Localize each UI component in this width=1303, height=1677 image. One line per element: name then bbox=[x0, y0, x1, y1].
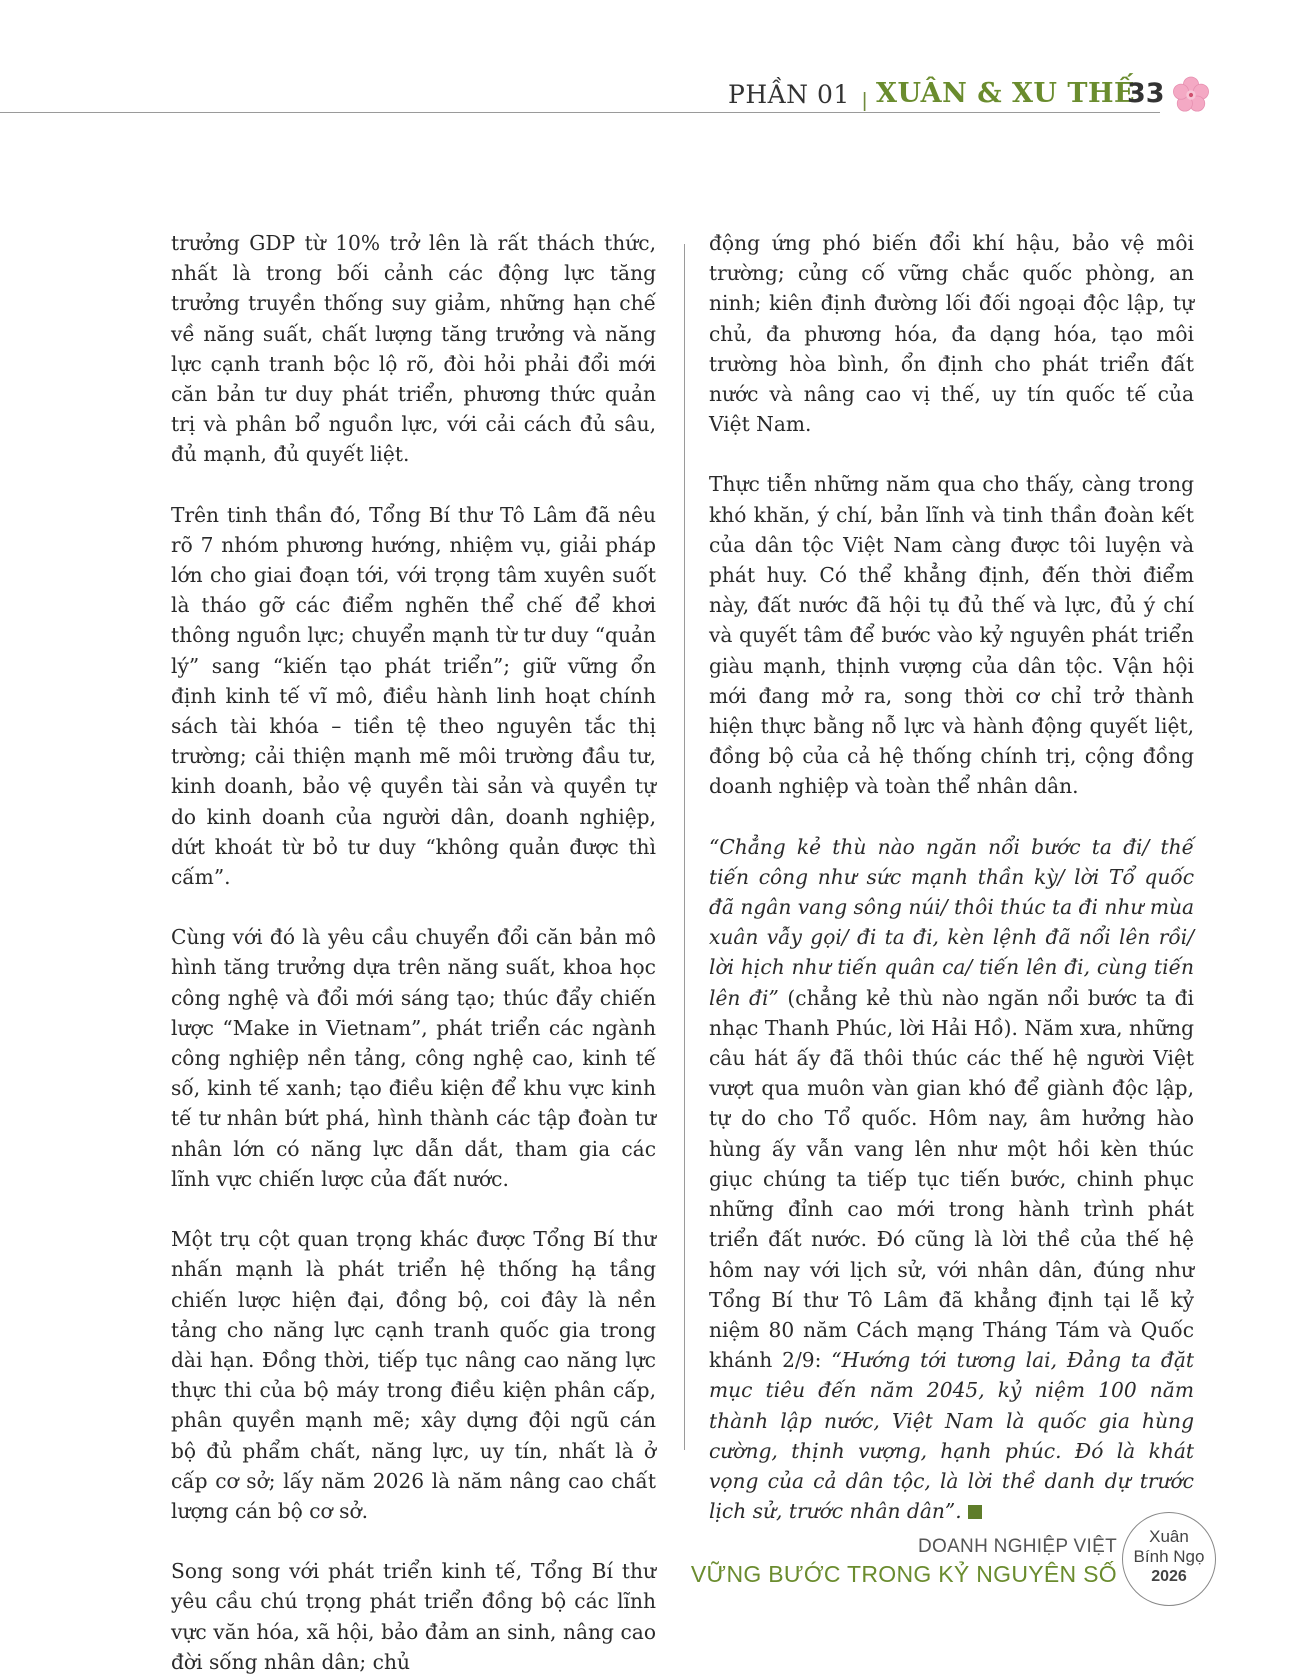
footer-publication-line1: DOANH NGHIỆP VIỆT bbox=[917, 1536, 1117, 1557]
badge-line-1: Xuân bbox=[1149, 1527, 1189, 1546]
left-paragraph-5: Song song với phát triển kinh tế, Tổng Bí thư yêu cầu chú trọng phát triển đồng bộ các lĩnh vực văn hóa, xã hội, bảo đảm an sinh, nâng cao đời sống nhân dân; chủ bbox=[171, 1559, 656, 1674]
left-column bbox=[171, 228, 656, 1677]
end-of-article-mark bbox=[968, 1505, 982, 1519]
left-paragraph-4: Một trụ cột quan trọng khác được Tổng Bí thư nhấn mạnh là phát triển hệ thống hạ tầng chiến lược hiện đại, đồng bộ, coi đây là nền tảng cho năng lực cạnh tranh quốc gia trong dài hạn. Đồng thời, tiếp tục nâng cao năng lực thực thi của bộ máy trong điều kiện phân cấp, phân quyền mạnh mẽ; xây dựng đội ngũ cán bộ đủ phẩm chất, năng lực, uy tín, nhất là ở cấp cơ sở; lấy năm 2026 là năm nâng cao chất lượng cán bộ cơ sở. bbox=[171, 1227, 656, 1523]
page-number: 33 bbox=[1127, 78, 1165, 109]
left-paragraph-2: Trên tinh thần đó, Tổng Bí thư Tô Lâm đã nêu rõ 7 nhóm phương hướng, nhiệm vụ, giải pháp lớn cho giai đoạn tới, với trọng tâm xuyên suốt là tháo gỡ các điểm nghẽn thể chế để khơi thông nguồn lực; chuyển mạnh từ tư duy “quản lý” sang “kiến tạo phát triển”; giữ vững ổn định kinh tế vĩ mô, điều hành linh hoạt chính sách tài khóa – tiền tệ theo nguyên tắc thị trường; cải thiện mạnh mẽ môi trường đầu tư, kinh doanh, bảo vệ quyền tài sản và quyền tự do kinh doanh của người dân, doanh nghiệp, dứt khoát từ bỏ tư duy “không quản được thì cấm”. bbox=[171, 502, 656, 890]
column-divider bbox=[684, 244, 685, 1450]
flower-icon bbox=[1172, 76, 1210, 114]
paragraph-body: (chẳng kẻ thù nào ngăn nổi bước ta đi nhạc Thanh Phúc, lời Hải Hồ). Năm xưa, những câu hát ấy đã thôi thúc các thế hệ người Việt vượt qua muôn vàn gian khó để giành độc lập, tự do cho Tổ quốc. Hôm nay, âm hưởng hào hùng ấy vẫn vang lên như một hồi kèn thúc giục chúng ta tiếp tục tiến bước, chinh phục những đỉnh cao mới trong hành trình phát triển đất nước. Đó cũng là lời thề của thế hệ hôm nay với lịch sử, với nhân dân, đúng như Tổng Bí thư Tô Lâm đã khẳng định tại lễ kỷ niệm 80 năm Cách mạng Tháng Tám và Quốc khánh 2/9: bbox=[709, 985, 1194, 1373]
right-paragraph-2: Thực tiễn những năm qua cho thấy, càng trong khó khăn, ý chí, bản lĩnh và tinh thần đoàn kết của dân tộc Việt Nam càng được tôi luyện và phát huy. Có thể khẳng định, đến thời điểm này, đất nước đã hội tụ đủ thế và lực, đủ ý chí và quyết tâm để bước vào kỷ nguyên phát triển giàu mạnh, thịnh vượng của dân tộc. Vận hội mới đang mở ra, song thời cơ chỉ trở thành hiện thực bằng nỗ lực và hành động quyết liệt, đồng bộ của cả hệ thống chính trị, cộng đồng doanh nghiệp và toàn thể nhân dân. bbox=[709, 472, 1194, 799]
header-rule bbox=[0, 112, 1160, 113]
speech-quote: “Hướng tới tương lai, Đảng ta đặt mục tiêu đến năm 2045, kỷ niệm 100 năm thành lập nước, Việt Nam là quốc gia hùng cường, thịnh vượng, hạnh phúc. Đó là khát vọng của cả dân tộc, là lời thề danh dự trước lịch sử, trước nhân dân”. bbox=[709, 1348, 1194, 1524]
header-separator: | bbox=[862, 90, 868, 112]
right-column bbox=[709, 228, 1194, 1526]
badge-year: 2026 bbox=[1151, 1568, 1187, 1585]
left-paragraph-3: Cùng với đó là yêu cầu chuyển đổi căn bản mô hình tăng trưởng dựa trên năng suất, khoa học công nghệ và đổi mới sáng tạo; thúc đẩy chiến lược “Make in Vietnam”, phát triển các ngành công nghiệp nền tảng, công nghệ cao, kinh tế số, kinh tế xanh; tạo điều kiện để khu vực kinh tế tư nhân bứt phá, hình thành các tập đoàn tư nhân lớn có năng lực dẫn dắt, tham gia các lĩnh vực chiến lược của đất nước. bbox=[171, 925, 656, 1191]
footer-publication-line2: VỮNG BƯỚC TRONG KỶ NGUYÊN SỐ bbox=[690, 1561, 1117, 1587]
badge-line-2: Bính Ngọ bbox=[1133, 1547, 1205, 1566]
right-paragraph-1: động ứng phó biến đổi khí hậu, bảo vệ môi trường; củng cố vững chắc quốc phòng, an ninh; kiên định đường lối đối ngoại độc lập, tự chủ, đa phương hóa, đa dạng hóa, tạo môi trường hòa bình, ổn định cho phát triển đất nước và nâng cao vị thế, uy tín quốc tế của Việt Nam. bbox=[709, 231, 1194, 437]
issue-badge bbox=[1122, 1512, 1216, 1606]
section-label: PHẦN 01 bbox=[728, 80, 850, 109]
right-paragraph-3 bbox=[709, 832, 1194, 1527]
left-paragraph-1: trưởng GDP từ 10% trở lên là rất thách thức, nhất là trong bối cảnh các động lực tăng trưởng truyền thống suy giảm, những hạn chế về năng suất, chất lượng tăng trưởng và năng lực cạnh tranh bộc lộ rõ, đòi hỏi phải đổi mới căn bản tư duy phát triển, phương thức quản trị và phân bổ nguồn lực, với cải cách đủ sâu, đủ mạnh, đủ quyết liệt. bbox=[171, 231, 656, 467]
song-quote: “Chẳng kẻ thù nào ngăn nổi bước ta đi/ thế tiến công như sức mạnh thần kỳ/ lời Tổ quốc đã ngân vang sông núi/ thôi thúc ta đi như mùa xuân vẫy gọi/ đi ta đi, kèn lệnh đã nổi lên rồi/ lời hịch như tiến quân ca/ tiến lên đi, cùng tiến lên đi” bbox=[709, 834, 1195, 1010]
section-title: XUÂN & XU THẾ bbox=[876, 78, 1136, 109]
